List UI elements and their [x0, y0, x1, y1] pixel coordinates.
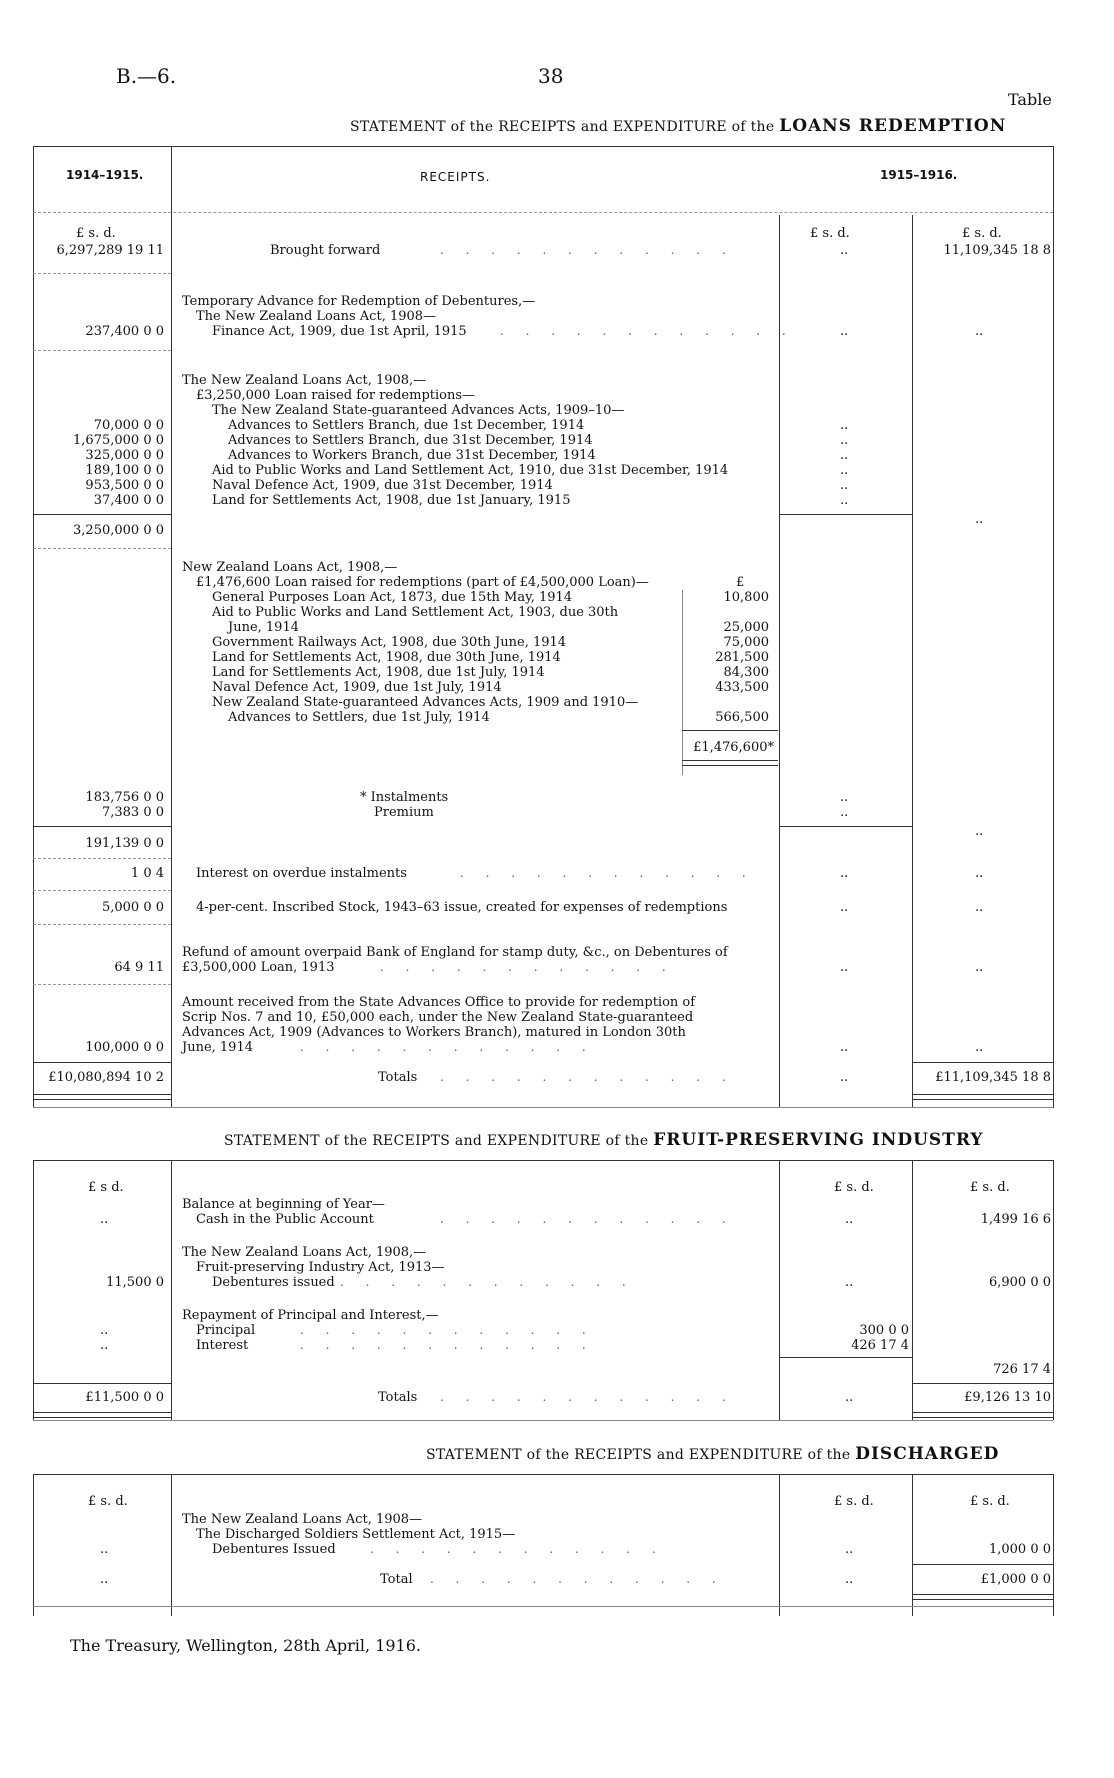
s2-totals-label: Totals: [378, 1390, 418, 1405]
rule: [682, 730, 778, 731]
rule: [33, 890, 171, 891]
s1-part-item-label: Naval Defence Act, 1909, due 1st July, 1914: [212, 680, 502, 695]
rule: [779, 514, 912, 515]
s2-loans-line-1: The New Zealand Loans Act, 1908,—: [182, 1245, 427, 1260]
rule: [33, 273, 171, 274]
s1-stock-label: 4-per-cent. Inscribed Stock, 1943–63 issue, created for expenses of redemptions: [196, 900, 728, 915]
rule: [33, 826, 171, 827]
s1-bf-dots: . . . . . . . . . . . .: [440, 243, 735, 257]
s1-part-item-amount: 281,500: [715, 650, 769, 665]
rule: [682, 590, 683, 775]
s1-nzl-item-left: 37,400 0 0: [93, 493, 164, 508]
s1-interest-left: 1 0 4: [130, 866, 164, 881]
s1-sa-dots: . . . . . . . . . . . .: [300, 1040, 595, 1054]
s1-part-item-amount: 433,500: [715, 680, 769, 695]
s1-bf-right: 11,109,345 18 8: [943, 243, 1051, 258]
s3-currency-left: £ s. d.: [88, 1494, 128, 1509]
s1-nzl-item-left: 325,000 0 0: [85, 448, 164, 463]
s2-loans-left: 11,500 0: [106, 1275, 164, 1290]
rule: [33, 1474, 34, 1616]
s1-refund-mid: ..: [840, 960, 849, 975]
section2-caption-prefix: STATEMENT of the RECEIPTS and EXPENDITURE of the: [224, 1133, 649, 1149]
s1-nzl-item-mid: ..: [840, 418, 849, 433]
s1-col-left-head: 1914–1915.: [66, 168, 144, 182]
s2-currency-mid: £ s. d.: [834, 1180, 874, 1195]
rule: [779, 1474, 780, 1616]
s2-interest-dots: . . . . . . . . . . . .: [300, 1338, 595, 1352]
rule: [33, 350, 171, 351]
page-ref: B.—6.: [116, 64, 177, 88]
s3-total-left: ..: [100, 1572, 109, 1587]
s1-part-item-label: Aid to Public Works and Land Settlement Act, 1903, due 30th: [212, 605, 619, 620]
s1-nzl-subtotal-right: ..: [975, 512, 984, 527]
s1-part-item-amount: 25,000: [723, 620, 769, 635]
rule: [912, 1594, 1053, 1600]
s2-principal-left: ..: [100, 1323, 109, 1338]
s1-temp-line-2: The New Zealand Loans Act, 1908—: [196, 309, 437, 324]
s1-sa-line-2: Scrip Nos. 7 and 10, £50,000 each, under the New Zealand State-guaranteed: [182, 1010, 694, 1025]
s1-totals-right: £11,109,345 18 8: [935, 1070, 1051, 1085]
s1-premium-label: Premium: [374, 805, 434, 820]
s3-loans-left: ..: [100, 1542, 109, 1557]
s2-interest-left: ..: [100, 1338, 109, 1353]
s3-currency-right: £ s. d.: [970, 1494, 1010, 1509]
s1-sa-left: 100,000 0 0: [85, 1040, 164, 1055]
s1-nzl-item-label: Advances to Settlers Branch, due 31st December, 1914: [228, 433, 593, 448]
s2-totals-dots: . . . . . . . . . . . .: [440, 1390, 735, 1404]
s2-bottom-rule: [33, 1420, 1053, 1421]
s1-nzl-subtotal-left: 3,250,000 0 0: [73, 523, 164, 538]
rule: [171, 1474, 172, 1616]
s1-bottom-rule: [33, 1107, 1053, 1108]
s2-balance-left: ..: [100, 1212, 109, 1227]
s3-top-rule: [33, 1474, 1053, 1475]
s1-nzl-item-mid: ..: [840, 463, 849, 478]
s2-totals-left: £11,500 0 0: [85, 1390, 164, 1405]
s1-sa-mid: ..: [840, 1040, 849, 1055]
section1-caption-prefix: STATEMENT of the RECEIPTS and EXPENDITURE of the: [350, 119, 775, 135]
s1-interest-dots: . . . . . . . . . . . .: [460, 866, 755, 880]
s1-nzl-item-label: Advances to Settlers Branch, due 1st December, 1914: [228, 418, 585, 433]
s1-premium-left: 7,383 0 0: [101, 805, 164, 820]
s1-nzl-item-label: Advances to Workers Branch, due 31st December, 1914: [228, 448, 596, 463]
s1-nzl-item-left: 189,100 0 0: [85, 463, 164, 478]
s1-refund-left: 64 9 11: [114, 960, 164, 975]
s1-bf-label: Brought forward: [270, 243, 381, 258]
s1-part-line-2: £1,476,600 Loan raised for redemptions (part of £4,500,000 Loan)—: [196, 575, 649, 590]
s1-sa-line-4: June, 1914: [182, 1040, 253, 1055]
rule: [1053, 1474, 1054, 1616]
rule: [912, 1564, 1053, 1565]
s2-currency-right: £ s. d.: [970, 1180, 1010, 1195]
s2-loans-mid: ..: [845, 1275, 854, 1290]
s1-nzl-item-mid: ..: [840, 433, 849, 448]
s1-part-pound: £: [736, 575, 745, 590]
rule: [912, 1383, 1053, 1384]
s1-refund-line-2: £3,500,000 Loan, 1913: [182, 960, 335, 975]
s1-nzl-item-label: Aid to Public Works and Land Settlement Act, 1910, due 31st December, 1914: [212, 463, 729, 478]
s3-total-dots: . . . . . . . . . . . .: [430, 1572, 725, 1586]
rule: [779, 1357, 912, 1358]
s1-temp-line-1: Temporary Advance for Redemption of Debentures,—: [182, 294, 536, 309]
rule: [1053, 1160, 1054, 1420]
s2-loans-right: 6,900 0 0: [988, 1275, 1051, 1290]
s3-bottom-rule: [33, 1606, 1053, 1607]
s1-nzl-item-mid: ..: [840, 478, 849, 493]
s1-refund-line-1: Refund of amount overpaid Bank of England for stamp duty, &c., on Debentures of: [182, 945, 728, 960]
s1-col-right-head: 1915–1916.: [880, 168, 958, 182]
s1-totals-dots: . . . . . . . . . . . .: [440, 1070, 735, 1084]
section2-caption-bold: FRUIT-PRESERVING INDUSTRY: [653, 1130, 984, 1150]
s1-totals-mid: ..: [840, 1070, 849, 1085]
s2-principal-label: Principal: [196, 1323, 256, 1338]
s1-stock-right: ..: [975, 900, 984, 915]
s1-instalments-left: 183,756 0 0: [85, 790, 164, 805]
s1-currency-left: £ s. d.: [76, 226, 116, 241]
rule: [912, 1094, 1053, 1100]
s1-part-subtotal-right: ..: [975, 824, 984, 839]
table-label: Table: [1008, 90, 1052, 109]
rule: [33, 1062, 171, 1063]
s2-loans-line-2: Fruit-preserving Industry Act, 1913—: [196, 1260, 445, 1275]
s1-nzl-item-left: 953,500 0 0: [85, 478, 164, 493]
rule: [779, 1160, 780, 1420]
s2-principal-dots: . . . . . . . . . . . .: [300, 1323, 595, 1337]
s1-part-total: £1,476,600*: [693, 740, 774, 755]
s1-part-item-amount: 84,300: [723, 665, 769, 680]
s1-sa-line-3: Advances Act, 1909 (Advances to Workers Branch), matured in London 30th: [182, 1025, 686, 1040]
section3-caption: [426, 1444, 999, 1464]
s1-col-rule-1: [171, 146, 172, 1108]
section3-caption-bold: DISCHARGED: [855, 1444, 1000, 1464]
s1-currency-mid: £ s. d.: [810, 226, 850, 241]
s1-instalments-label: * Instalments: [360, 790, 449, 805]
s1-temp-dots: . . . . . . . . . . . .: [500, 324, 795, 338]
s1-part-item-label: General Purposes Loan Act, 1873, due 15th May, 1914: [212, 590, 573, 605]
s3-total-label: Total: [380, 1572, 413, 1587]
rule: [912, 1160, 913, 1420]
s1-temp-line-3: Finance Act, 1909, due 1st April, 1915: [212, 324, 467, 339]
s1-part-item-amount: 566,500: [715, 710, 769, 725]
s3-loans-line-3: Debentures Issued: [212, 1542, 336, 1557]
section2-caption: [224, 1130, 984, 1150]
rule: [33, 858, 171, 859]
s1-instalments-mid: ..: [840, 790, 849, 805]
s2-totals-right: £9,126 13 10: [964, 1390, 1051, 1405]
s2-loans-dots: . . . . . . . . . . . .: [340, 1275, 635, 1289]
s1-nzl-item-left: 70,000 0 0: [93, 418, 164, 433]
s3-loans-line-2: The Discharged Soldiers Settlement Act, 1915—: [196, 1527, 516, 1542]
rule: [33, 984, 171, 985]
s1-bf-left: 6,297,289 19 11: [56, 243, 164, 258]
s1-nzl-item-mid: ..: [840, 448, 849, 463]
s2-balance-mid: ..: [845, 1212, 854, 1227]
s1-refund-dots: . . . . . . . . . . . .: [380, 960, 675, 974]
s1-nzl-item-label: Naval Defence Act, 1909, due 31st December, 1914: [212, 478, 553, 493]
section1-caption-bold: LOANS REDEMPTION: [779, 116, 1007, 136]
s1-temp-left: 237,400 0 0: [85, 324, 164, 339]
s3-currency-mid: £ s. d.: [834, 1494, 874, 1509]
s2-top-rule: [33, 1160, 1053, 1161]
section1-caption: [350, 116, 1006, 136]
s1-refund-right: ..: [975, 960, 984, 975]
s1-interest-label: Interest on overdue instalments: [196, 866, 407, 881]
s2-loans-line-3: Debentures issued: [212, 1275, 335, 1290]
s1-stock-left: 5,000 0 0: [101, 900, 164, 915]
s1-bf-mid: ..: [840, 243, 849, 258]
s2-balance-line-2: Cash in the Public Account: [196, 1212, 374, 1227]
s1-right-rule: [1053, 146, 1054, 1108]
s3-total-mid: ..: [845, 1572, 854, 1587]
s3-loans-line-1: The New Zealand Loans Act, 1908—: [182, 1512, 423, 1527]
rule: [33, 1094, 171, 1100]
s2-interest-label: Interest: [196, 1338, 249, 1353]
rule: [33, 1383, 171, 1384]
s1-part-item-amount: 75,000: [723, 635, 769, 650]
s1-col-rule-3: [912, 215, 913, 1108]
s1-sa-line-1: Amount received from the State Advances Office to provide for redemption of: [182, 995, 696, 1010]
s1-currency-right: £ s. d.: [962, 226, 1002, 241]
rule: [682, 760, 778, 766]
s1-nzl-item-mid: ..: [840, 493, 849, 508]
s2-currency-left: £ s d.: [88, 1180, 124, 1195]
s1-part-item-label: Land for Settlements Act, 1908, due 30th June, 1914: [212, 650, 561, 665]
s1-interest-mid: ..: [840, 866, 849, 881]
s1-part-item-label: June, 1914: [228, 620, 299, 635]
s1-left-rule: [33, 146, 34, 1108]
s3-loans-dots: . . . . . . . . . . . .: [370, 1542, 665, 1556]
s1-part-line-1: New Zealand Loans Act, 1908,—: [182, 560, 398, 575]
s3-loans-mid: ..: [845, 1542, 854, 1557]
s1-part-item-label: Land for Settlements Act, 1908, due 1st July, 1914: [212, 665, 545, 680]
s1-nzl-line-3: The New Zealand State-guaranteed Advances Acts, 1909–10—: [212, 403, 625, 418]
s2-repay-right: 726 17 4: [993, 1362, 1051, 1377]
s1-temp-mid: ..: [840, 324, 849, 339]
s1-temp-right: ..: [975, 324, 984, 339]
s1-nzl-item-label: Land for Settlements Act, 1908, due 1st January, 1915: [212, 493, 571, 508]
s2-repay-heading: Repayment of Principal and Interest,—: [182, 1308, 439, 1323]
s2-totals-mid: ..: [845, 1390, 854, 1405]
s1-sa-right: ..: [975, 1040, 984, 1055]
s2-balance-dots: . . . . . . . . . . . .: [440, 1212, 735, 1226]
s3-total-right: £1,000 0 0: [980, 1572, 1051, 1587]
s2-balance-line-1: Balance at beginning of Year—: [182, 1197, 385, 1212]
page-number: 38: [538, 64, 564, 88]
s1-col-rule-2: [779, 215, 780, 1108]
rule: [779, 826, 912, 827]
s1-part-item-label: Advances to Settlers, due 1st July, 1914: [228, 710, 490, 725]
s1-nzl-line-1: The New Zealand Loans Act, 1908,—: [182, 373, 427, 388]
s1-nzl-item-left: 1,675,000 0 0: [73, 433, 164, 448]
s3-loans-right: 1,000 0 0: [988, 1542, 1051, 1557]
s1-interest-right: ..: [975, 866, 984, 881]
s1-top-rule: [33, 146, 1053, 147]
s1-totals-label: Totals: [378, 1070, 418, 1085]
s2-balance-right: 1,499 16 6: [980, 1212, 1051, 1227]
rule: [171, 1160, 172, 1420]
s1-header-rule: [33, 212, 1053, 213]
s1-stock-mid: ..: [840, 900, 849, 915]
s1-part-item-label: Government Railways Act, 1908, due 30th June, 1914: [212, 635, 567, 650]
section3-caption-prefix: STATEMENT of the RECEIPTS and EXPENDITURE of the: [426, 1447, 851, 1463]
rule: [912, 1412, 1053, 1418]
rule: [912, 1062, 1053, 1063]
footer-signature: The Treasury, Wellington, 28th April, 1916.: [70, 1636, 421, 1655]
s1-premium-mid: ..: [840, 805, 849, 820]
s2-principal-mid: 300 0 0: [859, 1323, 909, 1338]
s2-interest-mid: 426 17 4: [851, 1338, 909, 1353]
s1-part-subtotal-left: 191,139 0 0: [85, 836, 164, 851]
rule: [33, 924, 171, 925]
rule: [33, 1412, 171, 1418]
s1-part-item-label: New Zealand State-guaranteed Advances Acts, 1909 and 1910—: [212, 695, 639, 710]
s1-col-mid-head: RECEIPTS.: [420, 170, 491, 184]
s1-part-item-amount: 10,800: [723, 590, 769, 605]
rule: [33, 1160, 34, 1420]
rule: [33, 514, 171, 515]
rule: [33, 548, 171, 549]
s1-totals-left: £10,080,894 10 2: [48, 1070, 164, 1085]
s1-nzl-line-2: £3,250,000 Loan raised for redemptions—: [196, 388, 476, 403]
